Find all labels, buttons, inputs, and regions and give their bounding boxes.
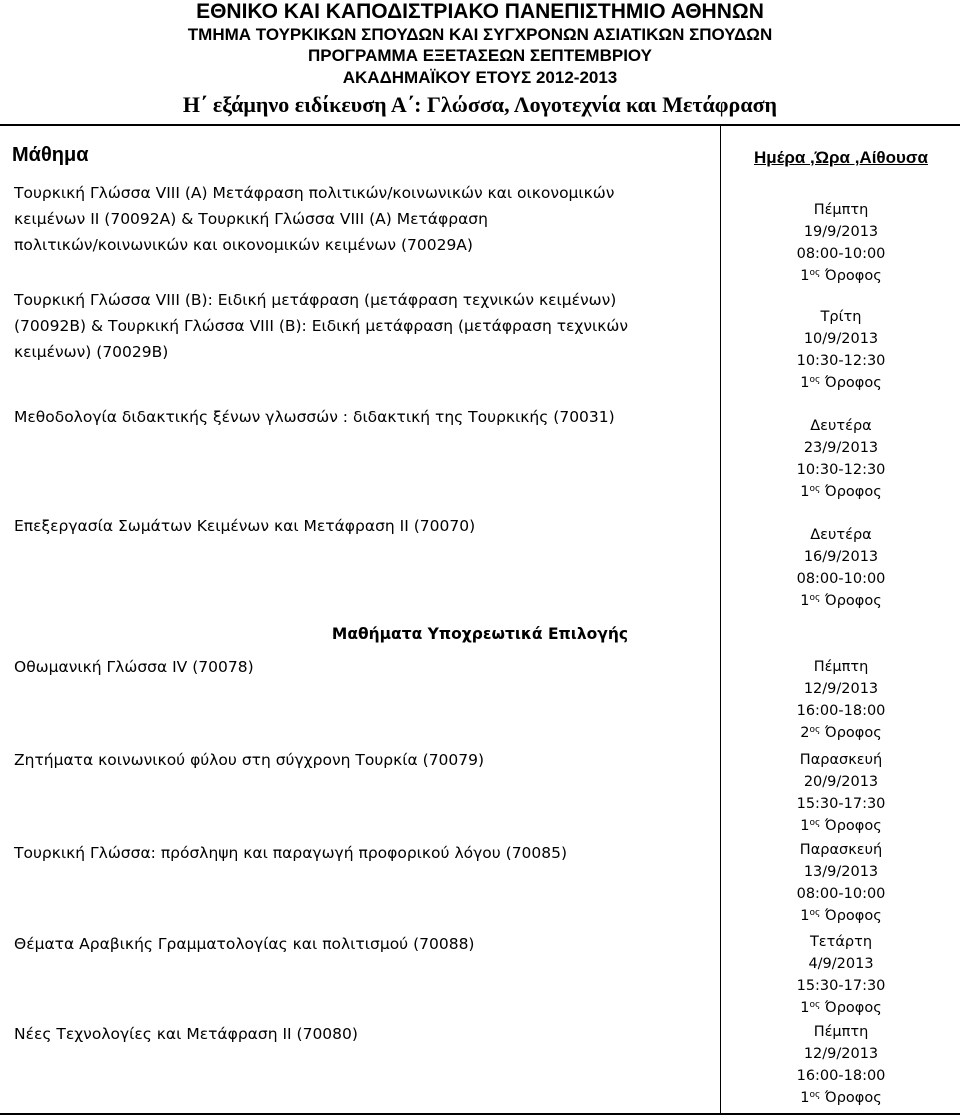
schedule-cell bbox=[722, 839, 960, 927]
university-title: ΕΘΝΙΚΟ ΚΑΙ ΚΑΠΟΔΙΣΤΡΙΑΚΟ ΠΑΝΕΠΙΣΤΗΜΙΟ ΑΘΗΝΩΝ bbox=[196, 0, 764, 23]
course-cell bbox=[14, 931, 714, 957]
exam-date: 20/9/2013 bbox=[803, 774, 879, 790]
course-line: Τουρκική Γλώσσα VIII (Β): Ειδική μετάφραση (μετάφραση τεχνικών κειμένων) bbox=[14, 291, 617, 309]
floor-label: Όροφος bbox=[824, 908, 882, 924]
floor-label: Όροφος bbox=[824, 818, 882, 834]
exam-day: Πέμπτη bbox=[813, 202, 869, 218]
exam-date: 4/9/2013 bbox=[808, 956, 874, 972]
course-line: Τουρκική Γλώσσα: πρόσληψη και παραγωγή προφορικού λόγου (70085) bbox=[14, 844, 568, 862]
floor-suffix: ος bbox=[809, 818, 821, 828]
floor-label: Όροφος bbox=[824, 484, 882, 500]
exam-room bbox=[722, 1087, 960, 1109]
floor-number: 1 bbox=[800, 818, 810, 834]
exam-time: 10:30-12:30 bbox=[796, 353, 886, 369]
course-cell bbox=[14, 287, 714, 365]
course-cell bbox=[14, 404, 714, 430]
floor-number: 1 bbox=[800, 908, 810, 924]
exam-room bbox=[722, 722, 960, 744]
exam-schedule-table bbox=[0, 124, 960, 1115]
course-line: Θέματα Αραβικής Γραμματολογίας και πολιτισμού (70088) bbox=[14, 935, 475, 953]
course-line: κειμένων) (70029Β) bbox=[14, 343, 169, 361]
schedule-cell bbox=[722, 306, 960, 394]
course-cell bbox=[14, 654, 714, 680]
schedule-cell bbox=[722, 199, 960, 287]
exam-date: 13/9/2013 bbox=[803, 864, 879, 880]
course-line: πολιτικών/κοινωνικών και οικονομικών κειμένων (70029Α) bbox=[14, 236, 473, 254]
course-cell bbox=[14, 747, 714, 773]
exam-time: 08:00-10:00 bbox=[796, 886, 886, 902]
course-line: Μεθοδολογία διδακτικής ξένων γλωσσών : διδακτική της Τουρκικής (70031) bbox=[14, 408, 615, 426]
floor-suffix: ος bbox=[809, 268, 821, 278]
exam-time: 15:30-17:30 bbox=[796, 796, 886, 812]
schedule-cell bbox=[722, 749, 960, 837]
course-line: (70092Β) & Τουρκική Γλώσσα VIII (Β): Ειδική μετάφραση (μετάφραση τεχνικών bbox=[14, 317, 629, 335]
exam-date: 16/9/2013 bbox=[803, 549, 879, 565]
floor-number: 1 bbox=[800, 375, 810, 391]
exam-time: 15:30-17:30 bbox=[796, 978, 886, 994]
floor-label: Όροφος bbox=[824, 1000, 882, 1016]
course-cell bbox=[14, 513, 714, 539]
exam-date: 19/9/2013 bbox=[803, 224, 879, 240]
elective-courses-header: Μαθήματα Υποχρεωτικά Επιλογής bbox=[331, 625, 629, 643]
exam-day: Δευτέρα bbox=[810, 418, 872, 434]
floor-suffix: ος bbox=[809, 908, 821, 918]
floor-label: Όροφος bbox=[824, 725, 882, 741]
floor-suffix: ος bbox=[809, 1000, 821, 1010]
schedule-cell bbox=[722, 656, 960, 744]
course-cell bbox=[14, 1021, 714, 1047]
exam-room bbox=[722, 481, 960, 503]
schedule-title: ΠΡΟΓΡΑΜΜΑ ΕΞΕΤΑΣΕΩΝ ΣΕΠΤΕΜΒΡΙΟΥ bbox=[307, 46, 653, 65]
floor-suffix: ος bbox=[809, 375, 821, 385]
course-line: Ζητήματα κοινωνικού φύλου στη σύγχρονη Τουρκία (70079) bbox=[14, 751, 485, 769]
exam-room bbox=[722, 372, 960, 394]
exam-day: Τετάρτη bbox=[809, 934, 873, 950]
exam-room bbox=[722, 815, 960, 837]
exam-day: Πέμπτη bbox=[813, 1024, 869, 1040]
floor-label: Όροφος bbox=[824, 1090, 882, 1106]
exam-day: Παρασκευή bbox=[799, 842, 883, 858]
schedule-cell bbox=[722, 415, 960, 503]
exam-time: 16:00-18:00 bbox=[796, 703, 886, 719]
schedule-cell bbox=[722, 931, 960, 1019]
floor-suffix: ος bbox=[809, 1090, 821, 1100]
floor-suffix: ος bbox=[809, 725, 821, 735]
course-line: κειμένων ΙΙ (70092Α) & Τουρκική Γλώσσα VIII (Α) Μετάφραση bbox=[14, 210, 488, 228]
exam-date: 12/9/2013 bbox=[803, 681, 879, 697]
floor-number: 2 bbox=[800, 725, 810, 741]
floor-label: Όροφος bbox=[824, 268, 882, 284]
course-cell bbox=[14, 840, 714, 866]
exam-date: 23/9/2013 bbox=[803, 440, 879, 456]
exam-time: 08:00-10:00 bbox=[796, 571, 886, 587]
exam-time: 08:00-10:00 bbox=[796, 246, 886, 262]
floor-number: 1 bbox=[800, 1000, 810, 1016]
exam-date: 10/9/2013 bbox=[803, 331, 879, 347]
floor-number: 1 bbox=[800, 1090, 810, 1106]
floor-number: 1 bbox=[800, 484, 810, 500]
exam-day: Παρασκευή bbox=[799, 752, 883, 768]
exam-room bbox=[722, 905, 960, 927]
floor-suffix: ος bbox=[809, 484, 821, 494]
course-line: Επεξεργασία Σωμάτων Κειμένων και Μετάφραση ΙΙ (70070) bbox=[14, 517, 476, 535]
schedule-cell bbox=[722, 524, 960, 612]
exam-day: Τρίτη bbox=[820, 309, 862, 325]
course-line: Νέες Τεχνολογίες και Μετάφραση ΙΙ (70080) bbox=[14, 1025, 358, 1043]
floor-suffix: ος bbox=[809, 593, 821, 603]
course-line: Οθωμανική Γλώσσα IV (70078) bbox=[14, 658, 254, 676]
schedule-column-header: Ημέρα ,Ώρα ,Αίθουσα bbox=[754, 148, 928, 167]
semester-specialization: Η΄ εξάμηνο ειδίκευση Α΄: Γλώσσα, Λογοτεχνία και Μετάφραση bbox=[182, 92, 778, 117]
floor-number: 1 bbox=[800, 593, 810, 609]
course-line: Τουρκική Γλώσσα VIII (Α) Μετάφραση πολιτικών/κοινωνικών και οικονομικών bbox=[14, 184, 615, 202]
exam-time: 16:00-18:00 bbox=[796, 1068, 886, 1084]
floor-label: Όροφος bbox=[824, 375, 882, 391]
exam-day: Πέμπτη bbox=[813, 659, 869, 675]
exam-time: 10:30-12:30 bbox=[796, 462, 886, 478]
exam-day: Δευτέρα bbox=[810, 527, 872, 543]
exam-room bbox=[722, 265, 960, 287]
exam-room bbox=[722, 997, 960, 1019]
exam-room bbox=[722, 590, 960, 612]
floor-label: Όροφος bbox=[824, 593, 882, 609]
floor-number: 1 bbox=[800, 268, 810, 284]
exam-date: 12/9/2013 bbox=[803, 1046, 879, 1062]
academic-year: ΑΚΑΔΗΜΑΪΚΟΥ ΕΤΟΥΣ 2012-2013 bbox=[342, 68, 618, 87]
course-column-header: Μάθημα bbox=[12, 144, 89, 166]
course-cell bbox=[14, 180, 714, 258]
column-divider bbox=[720, 126, 721, 1113]
department-title: ΤΜΗΜΑ ΤΟΥΡΚΙΚΩΝ ΣΠΟΥΔΩΝ ΚΑΙ ΣΥΓΧΡΟΝΩΝ ΑΣΙΑΤΙΚΩΝ ΣΠΟΥΔΩΝ bbox=[187, 25, 773, 44]
schedule-cell bbox=[722, 1021, 960, 1109]
